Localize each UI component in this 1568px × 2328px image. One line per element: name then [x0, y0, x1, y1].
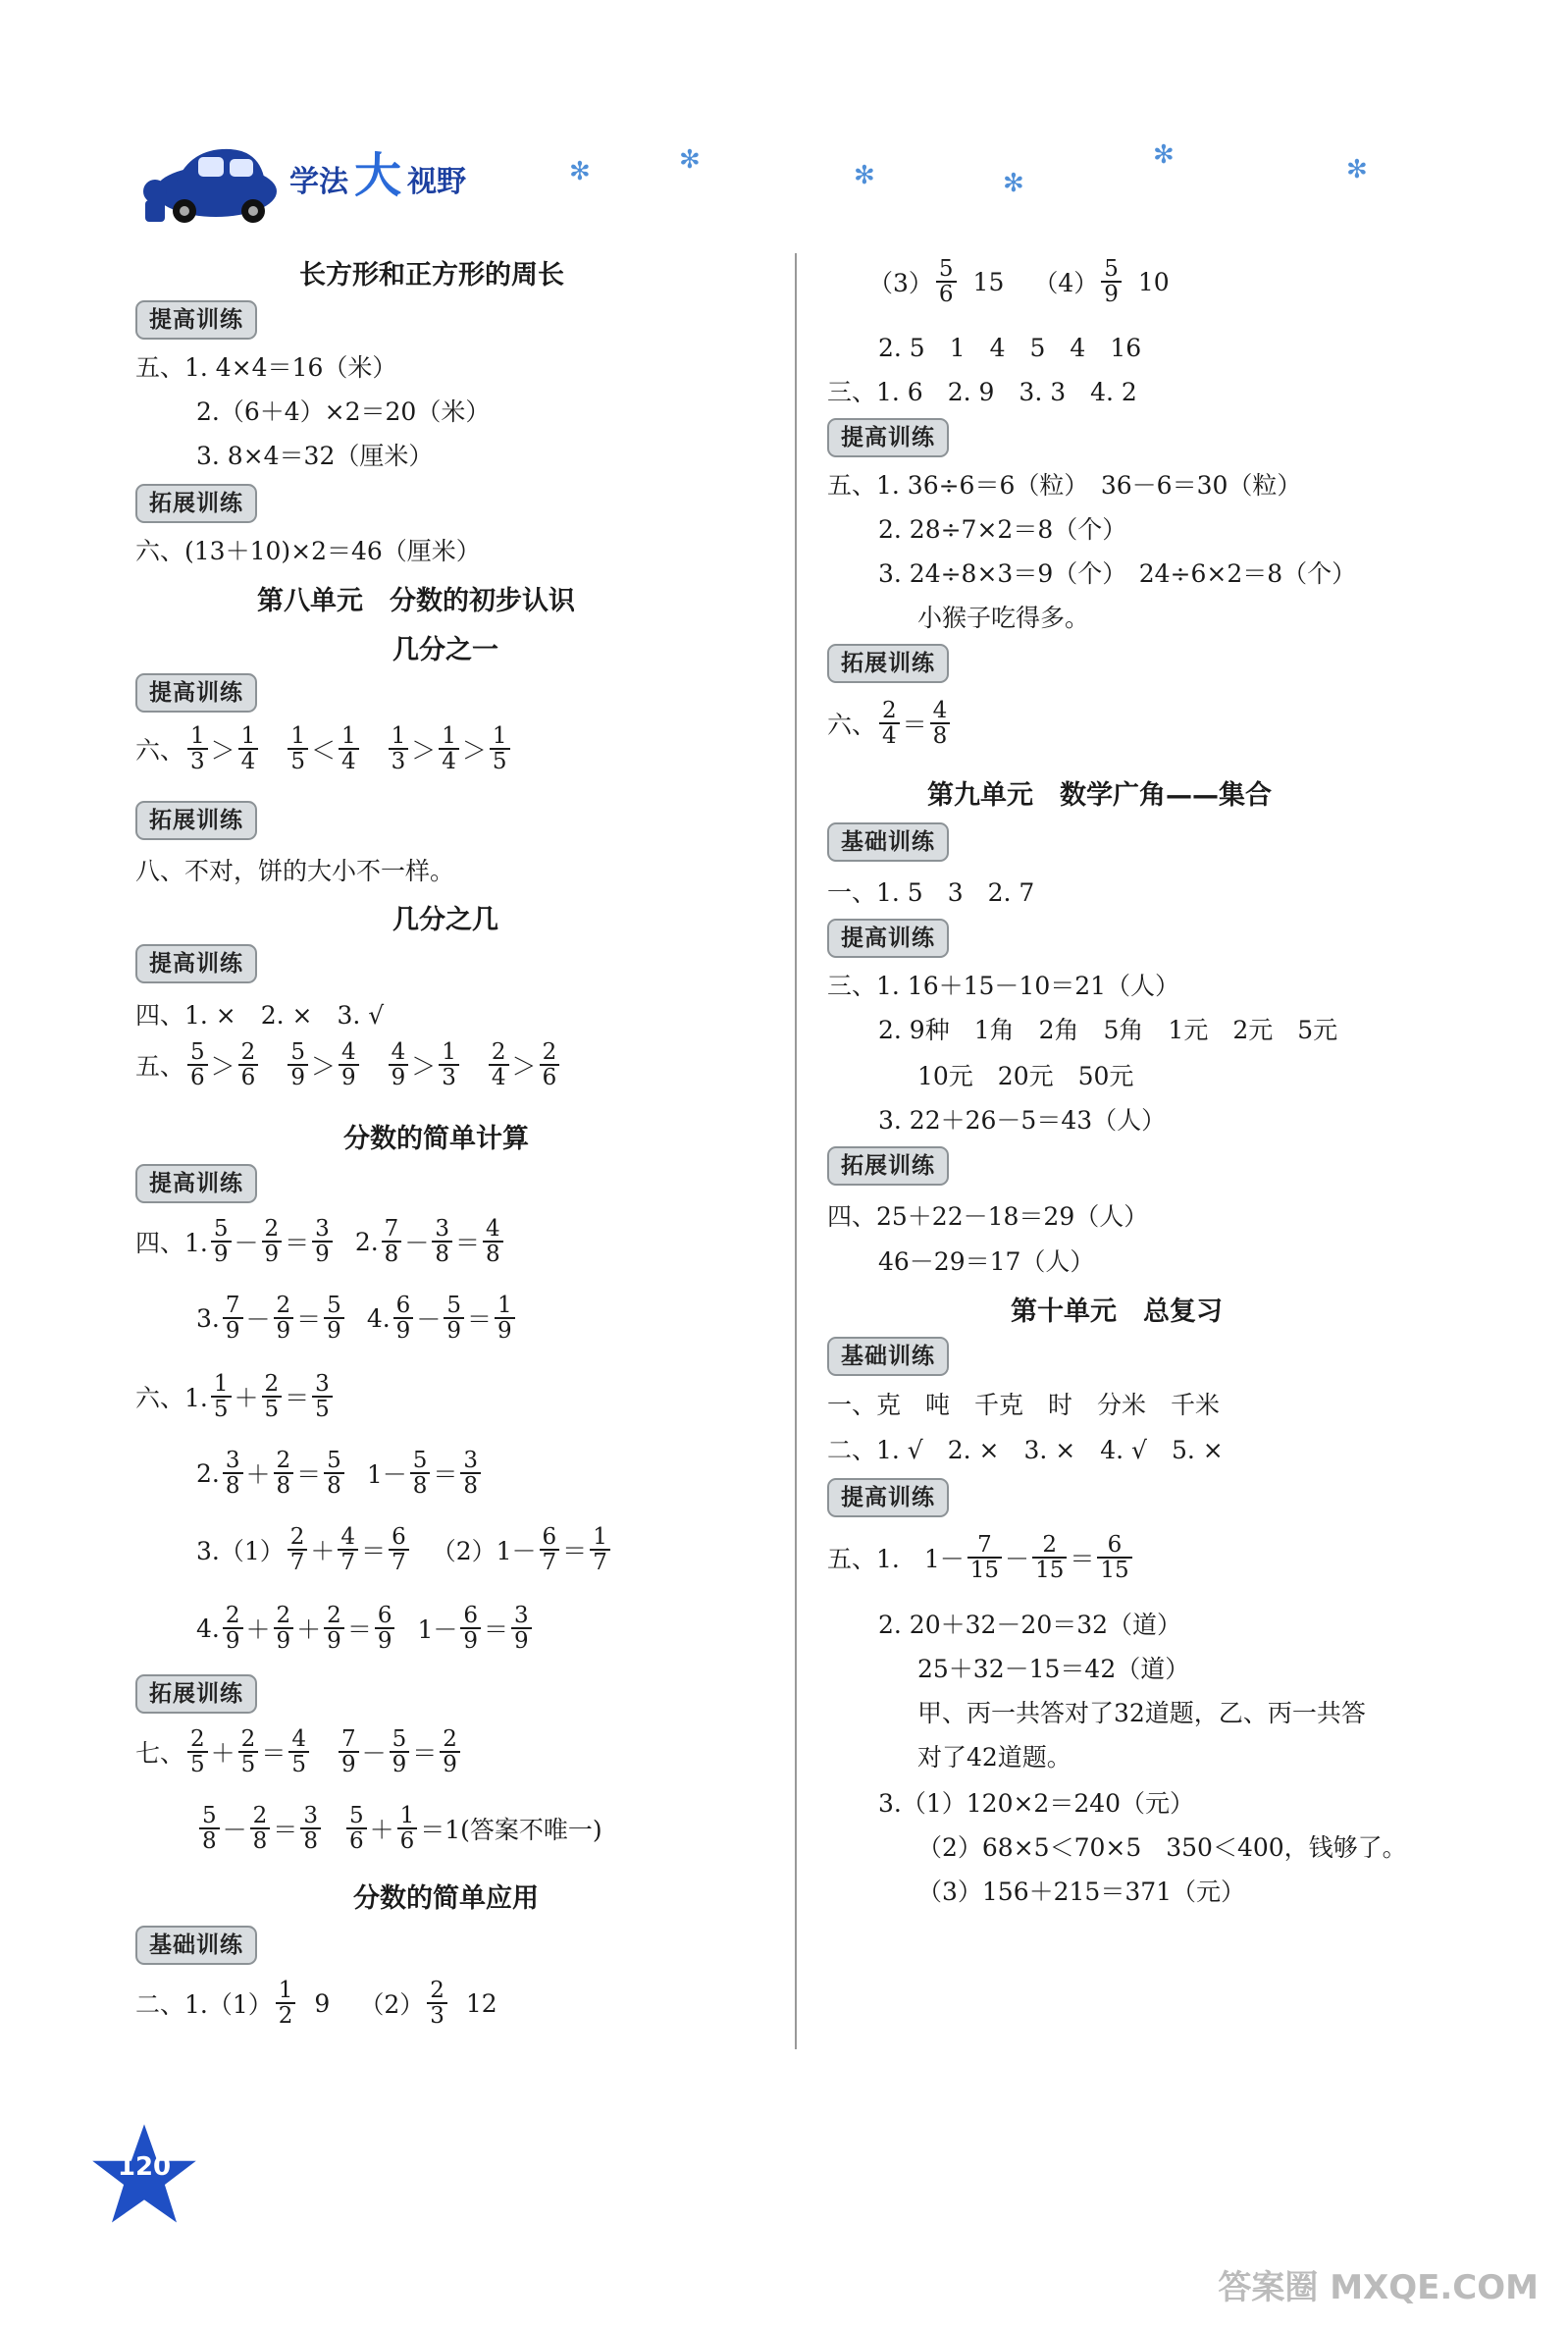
car-logo-icon [137, 137, 285, 226]
answer-line: 七、 2 5 ＋ 2 5 ＝ 4 5 7 9 － 5 9 ＝ 2 9 [135, 1727, 463, 1776]
tag-tuozhan: 拓展训练 [135, 484, 257, 523]
column-divider [795, 253, 797, 2049]
answer-line: 二、1.（1） 1 2 9 （2） 2 3 12 [135, 1978, 497, 2030]
answer-line: 三、1. 6 2. 9 3. 3 4. 2 [827, 378, 1137, 406]
tag-tuozhan: 拓展训练 [135, 1674, 257, 1714]
answer-line: 4. 2 9 ＋ 2 9 ＋ 2 9 ＝ 6 9 1－ 6 9 ＝ 3 9 [196, 1604, 535, 1653]
answer-line: 3.（1） 2 7 ＋ 4 7 ＝ 6 7 （2）1－ 6 7 ＝ 1 7 [196, 1525, 613, 1574]
answer-line: 二、1. √ 2. × 3. × 4. √ 5. × [827, 1436, 1224, 1464]
answer-line: 四、1. × 2. × 3. √ [135, 1001, 385, 1030]
answer-line: 对了42道题。 [917, 1743, 1071, 1772]
snowflake-icon: ✻ [1346, 155, 1368, 185]
answer-line: 六、1. 1 5 ＋ 2 5 ＝ 3 5 [135, 1372, 336, 1421]
tag-tuozhan: 拓展训练 [827, 644, 949, 683]
note-text: (答案不唯一) [460, 1816, 602, 1845]
answer-line: （3）156＋215＝371（元） [917, 1878, 1246, 1906]
answer-line: 2. 9种 1角 2角 5角 1元 2元 5元 [878, 1016, 1338, 1044]
answer-line: 2. 28÷7×2＝8（个） [878, 515, 1127, 544]
answer-line: 六、(13＋10)×2＝46（厘米） [135, 537, 481, 565]
brand-big-char: 大 [354, 148, 402, 203]
answer-line: 2. 5 1 4 5 4 16 [878, 334, 1142, 362]
tag-jichu: 基础训练 [827, 1337, 949, 1376]
answer-line: 3. 24÷8×3＝9（个） 24÷6×2＝8（个） [878, 559, 1357, 588]
section-title: 几分之一 [392, 635, 498, 665]
answer-line: 一、1. 5 3 2. 7 [827, 878, 1035, 907]
answer-line: 五、1. 1－ 7 15 － 2 15 ＝ 6 15 [827, 1533, 1135, 1582]
tag-jichu: 基础训练 [135, 1926, 257, 1965]
tag-tigao: 提高训练 [135, 944, 257, 983]
tag-tuozhan: 拓展训练 [827, 1146, 949, 1186]
section-title: 几分之几 [392, 905, 498, 935]
answer-line: 五、1. 4×4＝16（米） [135, 353, 397, 382]
answer-line: 5 8 － 2 8 ＝ 3 8 5 6 ＋ 1 6 ＝1 (答案不唯一) [196, 1804, 602, 1853]
answer-line: 五、1. 36÷6＝6（粒） 36－6＝30（粒） [827, 471, 1302, 500]
brand-title [289, 137, 466, 205]
tag-jichu: 基础训练 [827, 822, 949, 862]
unit-title: 第十单元 总复习 [1011, 1296, 1223, 1327]
snowflake-icon: ✻ [1003, 169, 1024, 198]
section-title: 分数的简单计算 [343, 1124, 529, 1154]
tag-tigao: 提高训练 [827, 919, 949, 958]
page-number: 120 [117, 2152, 172, 2182]
brand-part-1: 学法 [289, 165, 348, 199]
answer-line: 46－29＝17（人） [878, 1247, 1095, 1276]
section-title: 长方形和正方形的周长 [299, 260, 564, 291]
answer-line: 三、1. 16＋15－10＝21（人） [827, 972, 1180, 1000]
unit-title: 第八单元 分数的初步认识 [257, 586, 575, 616]
answer-line: 五、 5 6 ＞ 2 6 5 9 ＞ 4 9 4 9 ＞ 1 3 2 4 ＞ 2 6 [135, 1040, 562, 1089]
tag-tigao: 提高训练 [135, 673, 257, 713]
answer-line: 3. 8×4＝32（厘米） [196, 442, 434, 470]
answer-line: 10元 20元 50元 [917, 1062, 1134, 1090]
snowflake-icon: ✻ [569, 157, 591, 186]
answer-line: 2. 20＋32－20＝32（道） [878, 1611, 1182, 1639]
answer-line: 小猴子吃得多。 [917, 604, 1090, 632]
tag-tigao: 提高训练 [827, 1478, 949, 1517]
watermark: 答案圈 MXQE.COM [1218, 2268, 1539, 2307]
answer-line: （3） 5 6 15 （4） 5 9 10 [868, 256, 1170, 308]
tag-tigao: 提高训练 [135, 1164, 257, 1203]
tag-tuozhan: 拓展训练 [135, 801, 257, 840]
tag-tigao: 提高训练 [827, 418, 949, 457]
tag-tigao: 提高训练 [135, 300, 257, 340]
answer-line: 四、25＋22－18＝29（人） [827, 1202, 1149, 1231]
answer-line: 四、1. 5 9 － 2 9 ＝ 3 9 2. 7 8 － 3 8 ＝ 4 8 [135, 1217, 506, 1266]
answer-line: 六、 1 3 ＞ 1 4 1 5 ＜ 1 4 1 3 ＞ 1 4 ＞ 1 5 [135, 724, 513, 773]
answer-line: 一、克 吨 千克 时 分米 千米 [827, 1391, 1221, 1419]
answer-line: 3. 22＋26－5＝43（人） [878, 1106, 1167, 1135]
brand-part-2: 视野 [407, 165, 467, 199]
section-title: 分数的简单应用 [353, 1883, 539, 1914]
answer-line: 25＋32－15＝42（道） [917, 1655, 1190, 1683]
snowflake-icon: ✻ [1153, 140, 1175, 170]
answer-line: 3. 7 9 － 2 9 ＝ 5 9 4. 6 9 － 5 9 ＝ 1 9 [196, 1294, 518, 1343]
answer-line: 甲、丙一共答对了32道题，乙、丙一共答 [917, 1699, 1366, 1727]
answer-line: 2.（6＋4）×2＝20（米） [196, 397, 491, 426]
snowflake-icon: ✻ [854, 161, 875, 190]
answer-line: （2）68×5＜70×5 350＜400，钱够了。 [917, 1833, 1407, 1862]
answer-line: 2. 3 8 ＋ 2 8 ＝ 5 8 1－ 5 8 ＝ 3 8 [196, 1449, 484, 1498]
unit-title: 第九单元 数学广角——集合 [927, 780, 1272, 811]
answer-line: 六、 2 4 ＝ 4 8 [827, 699, 953, 748]
answer-line: 八、不对，饼的大小不一样。 [135, 857, 455, 885]
answer-line: 3.（1）120×2＝240（元） [878, 1789, 1195, 1818]
snowflake-icon: ✻ [679, 145, 701, 175]
